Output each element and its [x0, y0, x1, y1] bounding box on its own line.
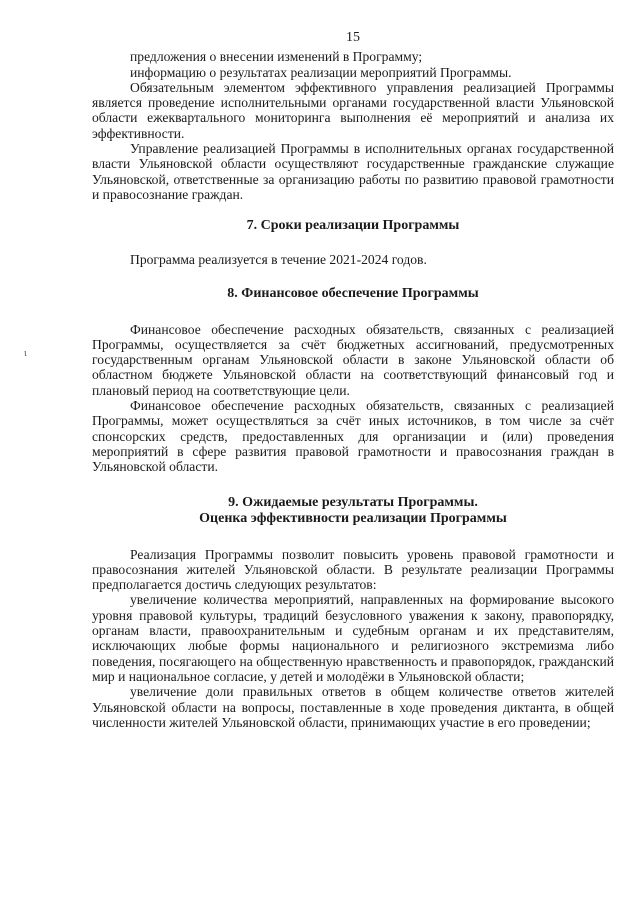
page-number: 15 — [346, 30, 360, 45]
intro-paragraph: Управление реализацией Программы в исполнительных органах государственной власти Ульяновской области осуществляют государственные гражданские служащие Ульяновской, ответственные за организацию работы по развитию правовой грамотности и правосознание граждан. — [92, 141, 614, 202]
intro-item: предложения о внесении изменений в Программу; — [130, 49, 423, 65]
margin-mark: ι — [24, 348, 27, 359]
section-9-paragraph: Реализация Программы позволит повысить уровень правовой грамотности и правосознания жителей Ульяновской области. В результате реализации Программы предполагается достичь следующих результатов: — [92, 546, 614, 593]
section-8-title: 8. Финансовое обеспечение Программы — [227, 285, 479, 301]
document-page — [92, 30, 614, 730]
section-9-result-item: увеличение количества мероприятий, направленных на формирование высокого уровня правовой культуры, традиций безусловного уважения к закону, правопорядку, органам власти, правоохранительным и судебным органам и их представителям, исключающих любые формы национального и религиозного экстремизма либо поведения, посягающего на общественную нравственность и правопорядок, гражданский мир и национальное согласие, у детей и молодёжи в Ульяновской области; — [92, 592, 614, 684]
section-9-result-item: увеличение доли правильных ответов в общем количестве ответов жителей Ульяновской области на вопросы, поставленные в ходе проведения диктанта, в общей численности жителей Ульяновской области, принимающих участие в его проведении; — [92, 684, 614, 730]
intro-item: информацию о результатах реализации мероприятий Программы. — [130, 64, 512, 80]
intro-paragraph: Обязательным элементом эффективного управления реализацией Программы является проведение исполнительными органами государственной власти Ульяновской области ежеквартального мониторинга выполнения её мероприятий и анализа их эффективности. — [92, 79, 614, 141]
section-7-title: 7. Сроки реализации Программы — [246, 218, 460, 234]
section-9-title-line-1: 9. Ожидаемые результаты Программы. — [228, 494, 478, 510]
section-7-text: Программа реализуется в течение 2021-2024 годов. — [130, 252, 427, 268]
section-8-paragraph: Финансовое обеспечение расходных обязательств, связанных с реализацией Программы, осуществляется за счёт бюджетных ассигнований, предусмотренных государственным органам Ульяновской области в законе Ульяновской области об областном бюджете Ульяновской области на соответствующий финансовый год и плановый период на соответствующие цели. — [92, 321, 614, 398]
section-9-heading — [92, 495, 614, 527]
section-9-title-line-2: Оценка эффективности реализации Программы — [199, 510, 507, 526]
section-8-paragraph: Финансовое обеспечение расходных обязательств, связанных с реализацией Программы, может осуществляться за счёт иных источников, в том числе за счёт спонсорских средств, предоставленных для организации и (или) проведения мероприятий в сфере развития правовой грамотности и правосознания граждан в Ульяновской области. — [92, 398, 614, 475]
